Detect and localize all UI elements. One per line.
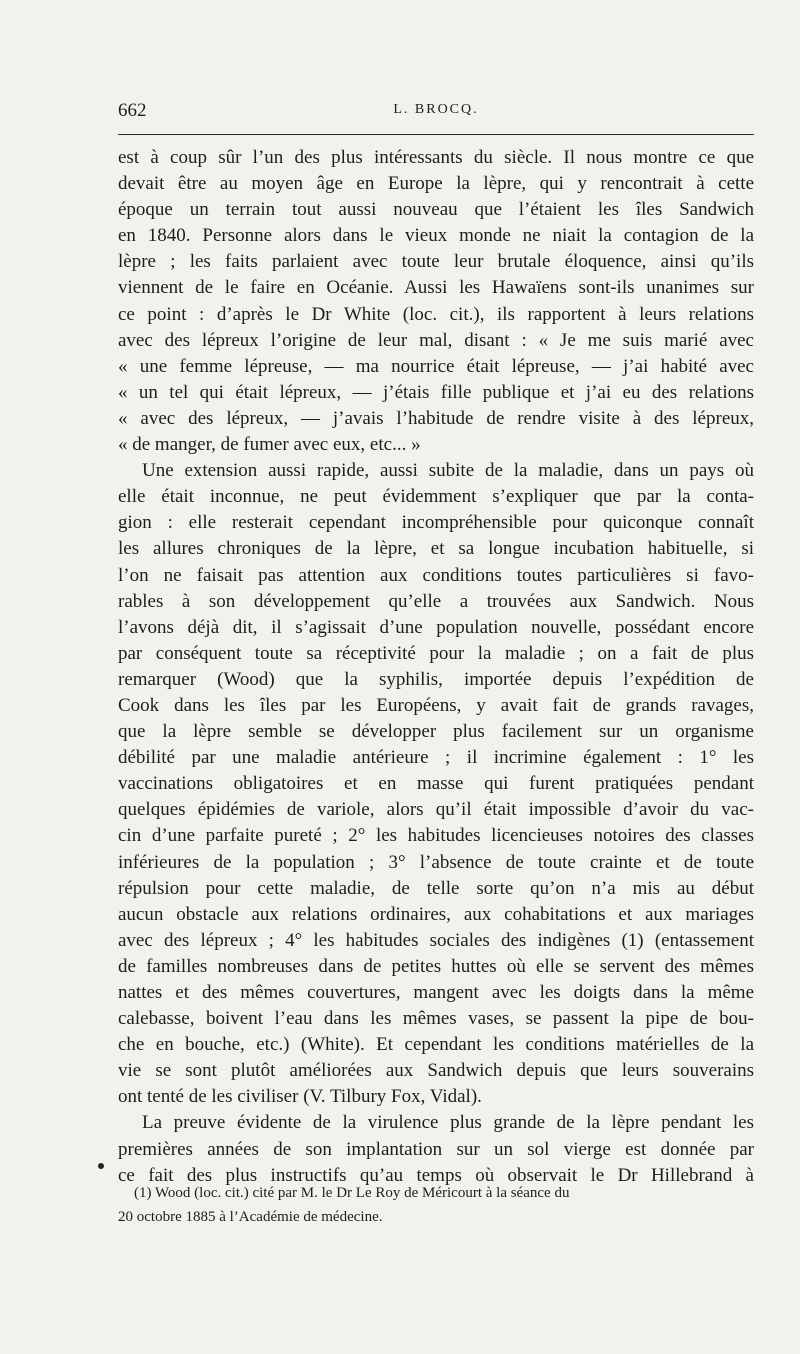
body-text [118, 145, 754, 1189]
header-rule [118, 134, 754, 135]
text-line: elle était inconnue, ne peut évidemment s’expliquer que par la conta- [118, 486, 754, 508]
text-line: che en bouche, etc.) (White). Et cependant les conditions matérielles de la [118, 1034, 754, 1056]
page-number: 662 [118, 100, 147, 121]
text-line: « une femme lépreuse, — ma nourrice était lépreuse, — j’ai habité avec [118, 355, 754, 377]
text-line: « un tel qui était lépreux, — j’étais fille publique et j’ai eu des relations [118, 381, 754, 403]
page-header [118, 100, 754, 130]
text-line: ce point : d’après le Dr White (loc. cit.), ils rapportent à leurs relations [118, 303, 754, 325]
running-head: L. BROCQ. [393, 102, 479, 117]
text-line: remarquer (Wood) que la syphilis, importée depuis l’expédition de [118, 668, 754, 690]
text-line: « de manger, de fumer avec eux, etc... » [118, 434, 421, 456]
text-line: inférieures de la population ; 3° l’absence de toute crainte et de toute [118, 851, 754, 873]
text-line: nattes et des mêmes couvertures, mangent avec les doigts dans la même [118, 982, 754, 1003]
text-line: l’avons déjà dit, il s’agissait d’une population nouvelle, possédant encore [118, 616, 754, 638]
text-line: vaccinations obligatoires et en masse qui furent pratiquées pendant [118, 773, 754, 795]
text-line: avec des lépreux ; 4° les habitudes sociales des indigènes (1) (entassement [118, 929, 754, 951]
text-line: est à coup sûr l’un des plus intéressants du siècle. Il nous montre ce que [118, 147, 754, 168]
text-line: aucun obstacle aux relations ordinaires, aux cohabitations et aux mariages [118, 903, 754, 925]
text-line: lèpre ; les faits parlaient avec toute leur brutale éloquence, ainsi qu’ils [118, 251, 754, 273]
text-line: par conséquent toute sa réceptivité pour la maladie ; on a fait de plus [118, 642, 754, 664]
text-line: cin d’une parfaite pureté ; 2° les habitudes licencieuses notoires des classes [118, 825, 754, 847]
footnote [118, 1181, 754, 1229]
text-line: les allures chroniques de la lèpre, et sa longue incubation habituelle, si [118, 538, 754, 560]
footnote-line: (1) Wood (loc. cit.) cité par M. le Dr Le Roy de Méricourt à la séance du [134, 1185, 570, 1201]
text-line: gion : elle resterait cependant incompréhensible pour quiconque connaît [118, 512, 754, 534]
text-line: Une extension aussi rapide, aussi subite de la maladie, dans un pays où [142, 460, 754, 482]
text-line: répulsion pour cette maladie, de telle sorte qu’on n’a mis au début [118, 877, 754, 899]
text-line: avec des lépreux l’origine de leur mal, disant : « Je me suis marié avec [118, 329, 754, 351]
margin-dot [98, 1163, 104, 1169]
text-line: ce fait des plus instructifs qu’au temps où observait le Dr Hillebrand à [118, 1164, 754, 1186]
text-line: débilité par une maladie antérieure ; il incrimine également : 1° les [118, 747, 754, 769]
text-line: de familles nombreuses dans de petites huttes où elle se servent des mêmes [118, 955, 754, 977]
text-line: Cook dans les îles par les Européens, y avait fait de grands ravages, [118, 694, 754, 716]
text-line: en 1840. Personne alors dans le vieux monde ne niait la contagion de la [118, 225, 754, 247]
text-line: que la lèpre semble se développer plus facilement sur un organisme [118, 721, 754, 743]
text-line: vie se sont plutôt améliorées aux Sandwich depuis que leurs souverains [118, 1060, 754, 1082]
text-line: « avec des lépreux, — j’avais l’habitude de rendre visite à des lépreux, [118, 407, 754, 429]
text-line: devait être au moyen âge en Europe la lèpre, qui y rencontrait à cette [118, 173, 754, 195]
text-line: rables à son développement qu’elle a trouvées aux Sandwich. Nous [118, 590, 754, 612]
text-line: viennent de le faire en Océanie. Aussi les Hawaïens sont-ils unanimes sur [118, 277, 754, 299]
text-line: époque un terrain tout aussi nouveau que l’étaient les îles Sandwich [118, 199, 754, 221]
text-line: calebasse, boivent l’eau dans les mêmes vases, se passent la pipe de bou- [118, 1008, 754, 1030]
text-line: quelques épidémies de variole, alors qu’il était impossible d’avoir du vac- [118, 799, 754, 821]
text-line: La preuve évidente de la virulence plus grande de la lèpre pendant les [142, 1112, 754, 1134]
text-line: premières années de son implantation sur un sol vierge est donnée par [118, 1138, 754, 1160]
footnote-line: 20 octobre 1885 à l’Académie de médecine. [118, 1209, 383, 1225]
text-line: l’on ne faisait pas attention aux conditions toutes particulières si favo- [118, 564, 754, 586]
text-line: ont tenté de les civiliser (V. Tilbury Fox, Vidal). [118, 1086, 482, 1108]
